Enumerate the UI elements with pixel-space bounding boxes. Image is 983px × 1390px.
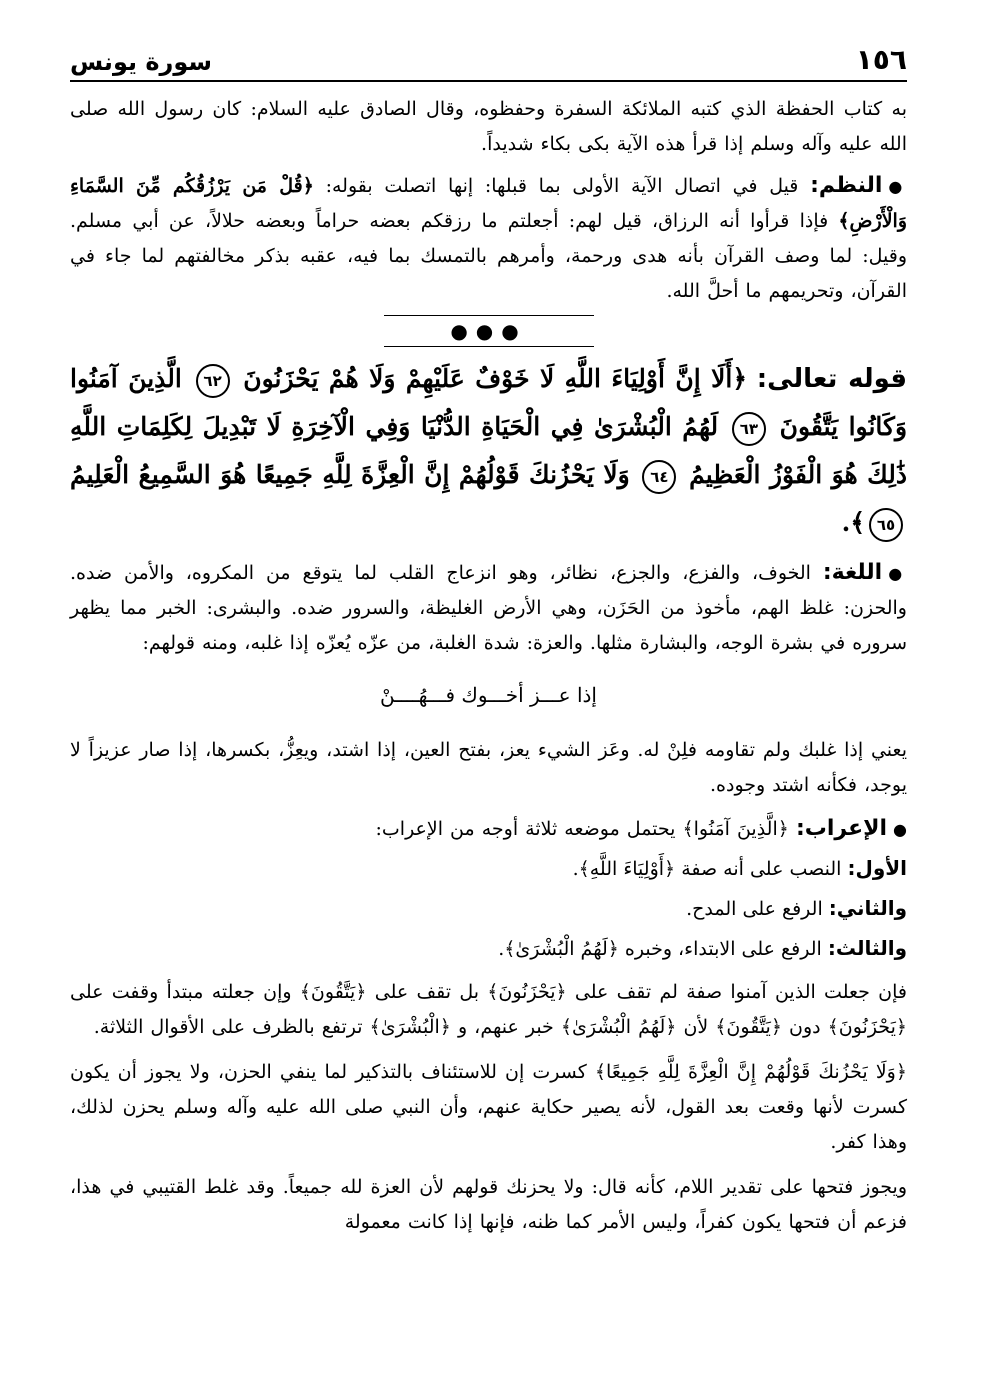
verse-part-2: الَّذِينَ آمَنُوا وَكَانُوا يَتَّقُونَ — [70, 364, 908, 441]
ayah-number-63: ٦٣ — [732, 412, 766, 446]
nazm-text-after: فإذا قرأوا أنه الرزاق، قيل لهم: أجعلتم ما رزقكم بعضه حراماً وبعضه حلالاً، عن أبي مسلم. وقيل: لما وصف القرآن بأنه هدى ورحمة، وأمرهم بالتمسك بما فيه، عقبه بذكر مخالفتهم لما جاء في القرآن، وتحريمهم ما أحلَّ الله. — [70, 210, 907, 302]
bullet-icon: ● — [888, 177, 907, 196]
irab-second — [70, 891, 907, 927]
verse-part-4: وَلَا يَحْزُنكَ قَوْلُهُمْ إِنَّ الْعِزَّةَ لِلَّهِ جَمِيعًا هُوَ السَّمِيعُ الْعَلِيمُ — [70, 460, 630, 489]
running-header — [70, 28, 907, 82]
lugha-after-poem: يعني إذا غلبك ولم تقاومه فلِنْ له. وعَز الشيء يعز، بفتح العين، إذا اشتد، ويعِزُّ، بكسرها، إذا صار عزيزاً لا يوجد، فكأنه اشتد وجوده. — [70, 739, 907, 796]
irab-first-label: الأول: — [847, 856, 907, 880]
irab-third-label: والثالث: — [827, 936, 907, 960]
lugha-text: الخوف، والفزع، والجزع، نظائر، وهو انزعاج القلب لما يتوقع من المكروه، والأمن ضده. والحزن: غلظ الهم، مأخوذ من الحَزَن، وهي الأرض الغليظة، والسرور ضده. والبشرى: الخبر مما يظهر سروره في بشرة الوجه، والبشارة مثلها. والعزة: شدة الغلبة، من عزّه يُعزّه إذا غلبه، ومنه قولهم: — [70, 562, 907, 654]
irab-third — [70, 931, 907, 967]
verse-title: قوله تعالى: — [756, 364, 908, 394]
verse-close: ﴾. — [841, 508, 865, 537]
separator-dots: ●●● — [450, 319, 527, 343]
poem-verse: إذا عـــز أخـــوك فـــهُــــنْ — [380, 683, 597, 707]
irab-para-3: ويجوز فتحها على تقدير اللام، كأنه قال: ولا يحزنك قولهم لأن العزة لله جميعاً. وقد غلط القتيبي في هذا، فزعم أن فتحها يكون كفراً، وليس الأمر كما ظنه، فإنها إذا كانت معمولة — [70, 1176, 907, 1233]
bullet-icon: ● — [888, 564, 908, 583]
irab-text: ﴿الَّذِينَ آمَنُوا﴾ يحتمل موضعه ثلاثة أوجه من الإعراب: — [375, 818, 789, 840]
nazm-quote: ﴿قُلْ مَن يَرْزُقُكُم مِّنَ السَّمَاءِ وَالْأَرْضِ﴾ — [70, 175, 907, 232]
surah-name: سورة يونس — [70, 48, 212, 76]
ayah-number-65: ٦٥ — [869, 508, 903, 542]
irab-first-text: النصب على أنه صفة ﴿أَوْلِيَاءَ اللَّهِ﴾. — [572, 858, 842, 880]
irab-second-text: الرفع على المدح. — [686, 898, 823, 920]
verse-part-3: لَهُمُ الْبُشْرَىٰ فِي الْحَيَاةِ الدُّنْيَا وَفِي الْآخِرَةِ لَا تَبْدِيلَ لِكَلِمَاتِ اللَّهِ ذَٰلِكَ هُوَ الْفَوْزُ الْعَظِيمُ — [70, 412, 907, 489]
irab-para-2: ﴿وَلَا يَحْزُنكَ قَوْلُهُمْ إِنَّ الْعِزَّةَ لِلَّهِ جَمِيعًا﴾ كسرت إن للاستئناف بالتذكير لما ينفي الحزن، ولا يجوز أن يكون كسرت لأنها وقعت بعد القول، لأنه يصير حكاية عنهم، وأن النبي صلى الله عليه وآله وسلم يحزن لذلك، وهذا كفر. — [70, 1061, 907, 1153]
nazm-text-before: قيل في اتصال الآية الأولى بما قبلها: إنها اتصلت بقوله: — [325, 175, 799, 197]
irab-third-text: الرفع على الابتداء، وخبره ﴿لَهُمُ الْبُشْرَىٰ﴾. — [498, 938, 822, 960]
page-number: ١٥٦ — [855, 43, 907, 76]
irab-term: الإعراب: — [795, 816, 888, 841]
ayah-number-64: ٦٤ — [642, 460, 676, 494]
irab-paragraph — [70, 811, 907, 847]
verse-part-1: ﴿أَلَا إِنَّ أَوْلِيَاءَ اللَّهِ لَا خَوْفٌ عَلَيْهِمْ وَلَا هُمْ يَحْزَنُونَ — [243, 364, 747, 393]
bullet-icon: ● — [893, 820, 907, 839]
irab-second-label: والثاني: — [828, 896, 907, 920]
section-separator — [70, 315, 907, 347]
intro-paragraph: به كتاب الحفظة الذي كتبه الملائكة السفرة وحفظوه، وقال الصادق عليه السلام: كان رسول الله صلى الله عليه وآله وسلم إذا قرأ هذه الآية بكى بكاء شديداً. — [70, 98, 907, 155]
verse-block — [70, 355, 907, 547]
nazm-term: النظم: — [810, 173, 883, 198]
separator-rule-bottom — [384, 346, 594, 347]
ayah-number-62: ٦٢ — [196, 364, 230, 398]
irab-para-1: فإن جعلت الذين آمنوا صفة لم تقف على ﴿يَحْزَنُونَ﴾ بل تقف على ﴿يَتَّقُونَ﴾ وإن جعلته مبتدأ وقفت على ﴿يَحْزَنُونَ﴾ دون ﴿يَتَّقُونَ﴾ لأن ﴿لَهُمُ الْبُشْرَىٰ﴾ خبر عنهم، و ﴿الْبُشْرَىٰ﴾ ترتفع بالظرف على الأقوال الثلاثة. — [70, 981, 907, 1038]
lugha-paragraph — [70, 555, 907, 661]
lugha-term: اللغة: — [822, 560, 883, 585]
irab-first — [70, 851, 907, 887]
nazm-paragraph — [70, 168, 907, 309]
